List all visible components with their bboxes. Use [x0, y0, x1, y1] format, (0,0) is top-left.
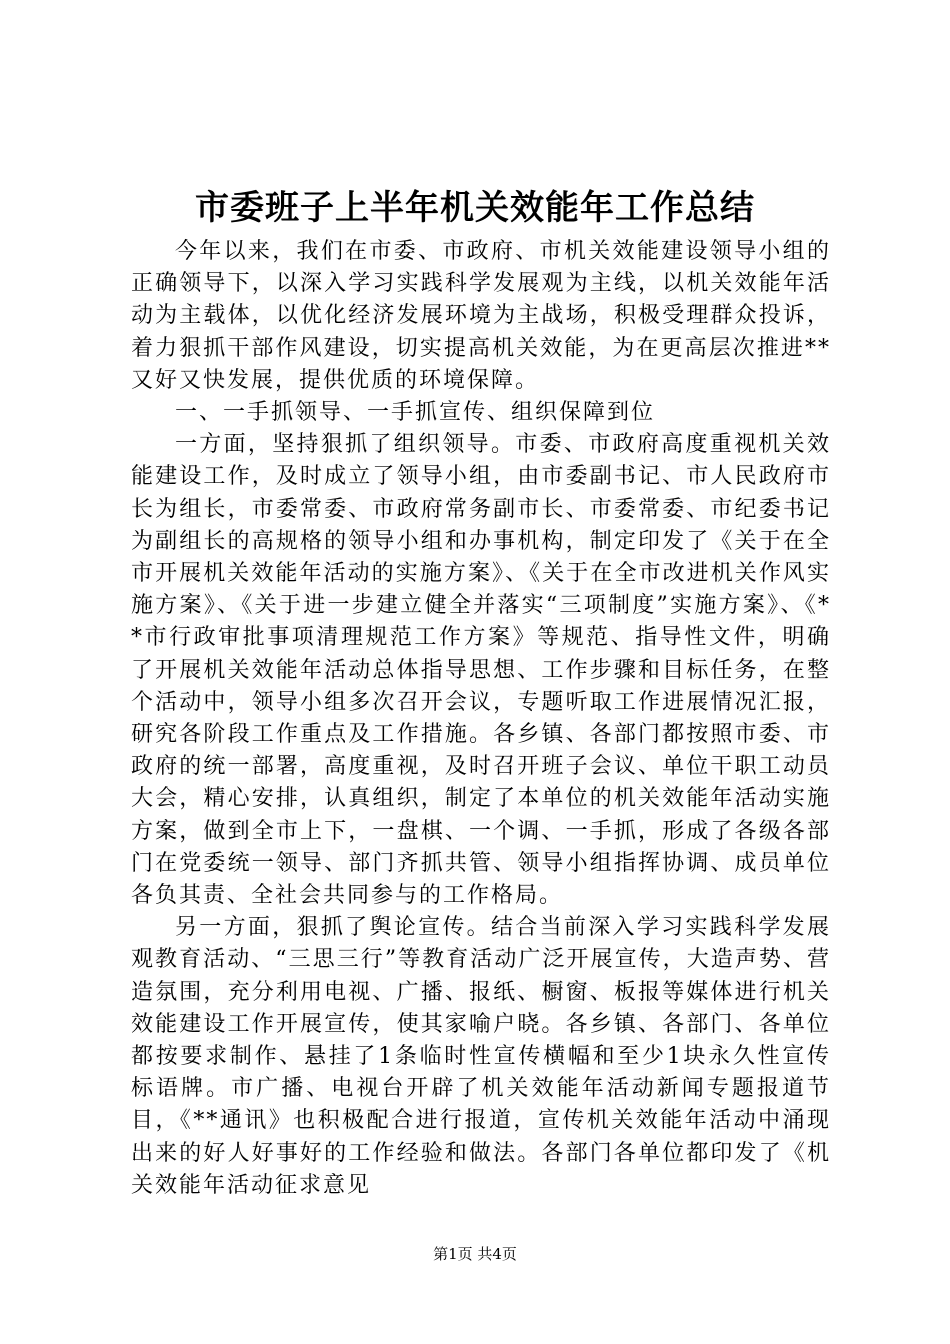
document-title: 市委班子上半年机关效能年工作总结 — [195, 188, 755, 228]
section-heading-1: 一、一手抓领导、一手抓宣传、组织保障到位 — [175, 400, 656, 426]
publicity-paragraph: 另一方面，狠抓了舆论宣传。结合当前深入学习实践科学发展观教育活动、“三思三行”等教育活动广泛开展宣传，大造声势、营造氛围，充分利用电视、广播、报纸、橱窗、板报等媒体进行机关效能建设工作开展宣传，使其家喻户晓。各乡镇、各部门、各单位都按要求制作、悬挂了1条临时性宣传横幅和至少1块永久性宣传标语牌。市广播、电视台开辟了机关效能年活动新闻专题报道节目，《**通讯》也积极配合进行报道，宣传机关效能年活动中涌现出来的好人好事好的工作经验和做法。各部门各单位都印发了《机关效能年活动征求意见 — [131, 915, 831, 1198]
document-body — [131, 236, 831, 1202]
organization-paragraph: 一方面，坚持狠抓了组织领导。市委、市政府高度重视机关效能建设工作，及时成立了领导小组，由市委副书记、市人民政府市长为组长，市委常委、市政府常务副市长、市委常委、市纪委书记为副组长的高规格的领导小组和办事机构，制定印发了《关于在全市开展机关效能年活动的实施方案》、《关于在全市改进机关作风实施方案》、《关于进一步建立健全并落实“三项制度”实施方案》、《**市行政审批事项清理规范工作方案》等规范、指导性文件，明确了开展机关效能年活动总体指导思想、工作步骤和目标任务，在整个活动中，领导小组多次召开会议，专题听取工作进展情况汇报，研究各阶段工作重点及工作措施。各乡镇、各部门都按照市委、市政府的统一部署，高度重视，及时召开班子会议、单位干职工动员大会，精心安排，认真组织，制定了本单位的机关效能年活动实施方案，做到全市上下，一盘棋、一个调、一手抓，形成了各级各部门在党委统一领导、部门齐抓共管、领导小组指挥协调、成员单位各负其责、全社会共同参与的工作格局。 — [131, 432, 831, 909]
intro-paragraph: 今年以来，我们在市委、市政府、市机关效能建设领导小组的正确领导下，以深入学习实践科学发展观为主线，以机关效能年活动为主载体，以优化经济发展环境为主战场，积极受理群众投诉，着力狠抓干部作风建设，切实提高机关效能，为在更高层次推进**又好又快发展，提供优质的环境保障。 — [131, 239, 831, 393]
page-footer: 第1页 共4页 — [433, 1245, 517, 1263]
